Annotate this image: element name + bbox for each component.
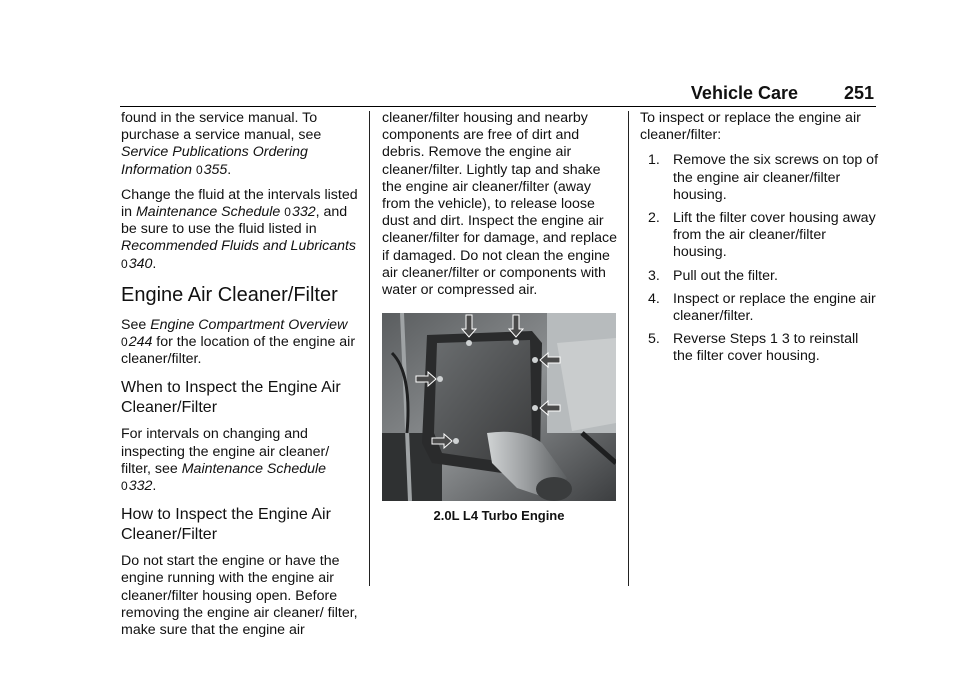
text: For intervals on changing and inspecting the engine air cleaner/ filter, see [121,426,330,477]
page-ref[interactable]: 340 [128,255,153,272]
page-header [120,81,876,107]
step-number: 4. [648,290,660,307]
list-item [640,331,880,365]
step-text: Pull out the filter. [673,267,778,284]
text: Change the fluid at the intervals listed in [121,186,358,221]
text: , and be sure to use the fluid listed in [121,204,348,238]
section-heading: Engine Air Cleaner/Filter [121,283,338,306]
page-ref-arrow-icon: 0 [195,162,203,177]
cross-reference-link[interactable]: Maintenance Schedule [181,460,327,477]
subsection-heading: How to Inspect the Engine Air Cleaner/Filter [121,506,331,544]
page-number: 251 [843,83,874,103]
text: for the location of the engine air cleaner/filter. [121,334,356,368]
paragraph [121,187,359,273]
column-3 [640,110,880,372]
paragraph: To inspect or replace the engine air cleaner/filter: [640,110,861,144]
cross-reference-link[interactable]: Service Publications Ordering Information [121,144,308,178]
paragraph: Do not start the engine or have the engine running with the engine air cleaner/filter housing open. Before removing the engine air cleaner/ filter, make sure that the engine air [121,553,358,639]
text: . [152,255,157,272]
step-number: 3. [648,267,660,284]
text: found in the service manual. To purchase a service manual, see [121,110,322,144]
page-ref-arrow-icon: 0 [121,256,128,271]
cross-reference-link[interactable]: Recommended Fluids and Lubricants [121,238,357,255]
text: . [152,478,157,495]
page-ref-arrow-icon: 0 [284,205,291,220]
text: . [227,161,232,178]
list-item [640,268,880,285]
step-text: Lift the filter cover housing away from the air cleaner/filter housing. [673,210,876,261]
page-ref[interactable]: 355 [203,161,228,178]
list-item [640,152,880,204]
paragraph [121,110,359,179]
figure-caption: 2.0L L4 Turbo Engine [433,508,565,524]
page-ref-arrow-icon: 0 [121,479,128,494]
paragraph: cleaner/filter housing and nearby components are free of dirt and debris. Remove the engine air cleaner/filter. Lightly tap and shake the engine air cleaner/filter (away from the vehicle), to release loose dust and dirt. Inspect the engine air cleaner/filter for damage, and replace if damaged. Do not clean the engine air cleaner/filter or components with water or compressed air. [382,110,618,299]
step-text: Remove the six screws on top of the engine air cleaner/filter housing. [673,152,879,203]
step-number: 1. [648,152,660,169]
page-ref[interactable]: 332 [128,478,153,495]
step-text: Reverse Steps 1 3 to reinstall the filter cover housing. [673,331,859,365]
page-ref-arrow-icon: 0 [121,335,128,350]
cross-reference-link[interactable]: Engine Compartment Overview [150,316,348,333]
subsection-heading: When to Inspect the Engine Air Cleaner/Filter [121,379,341,417]
list-item [640,291,880,325]
column-divider [369,111,370,586]
engine-air-cleaner-image [382,313,616,501]
step-number: 2. [648,210,660,227]
paragraph [121,426,359,495]
text: See [121,316,151,333]
column-2 [382,110,618,524]
cross-reference-link[interactable]: Maintenance Schedule [135,204,281,221]
list-item [640,210,880,262]
step-text: Inspect or replace the engine air cleaner/filter. [673,290,876,325]
header-rule [120,106,876,107]
section-title: Vehicle Care [690,83,798,103]
page-ref[interactable]: 332 [291,204,316,221]
steps-list [640,152,880,365]
column-1 [121,110,359,647]
column-divider [628,111,629,586]
step-number: 5. [648,331,660,348]
paragraph [121,317,359,369]
page-ref[interactable]: 244 [128,334,153,351]
engine-photo [382,313,616,501]
